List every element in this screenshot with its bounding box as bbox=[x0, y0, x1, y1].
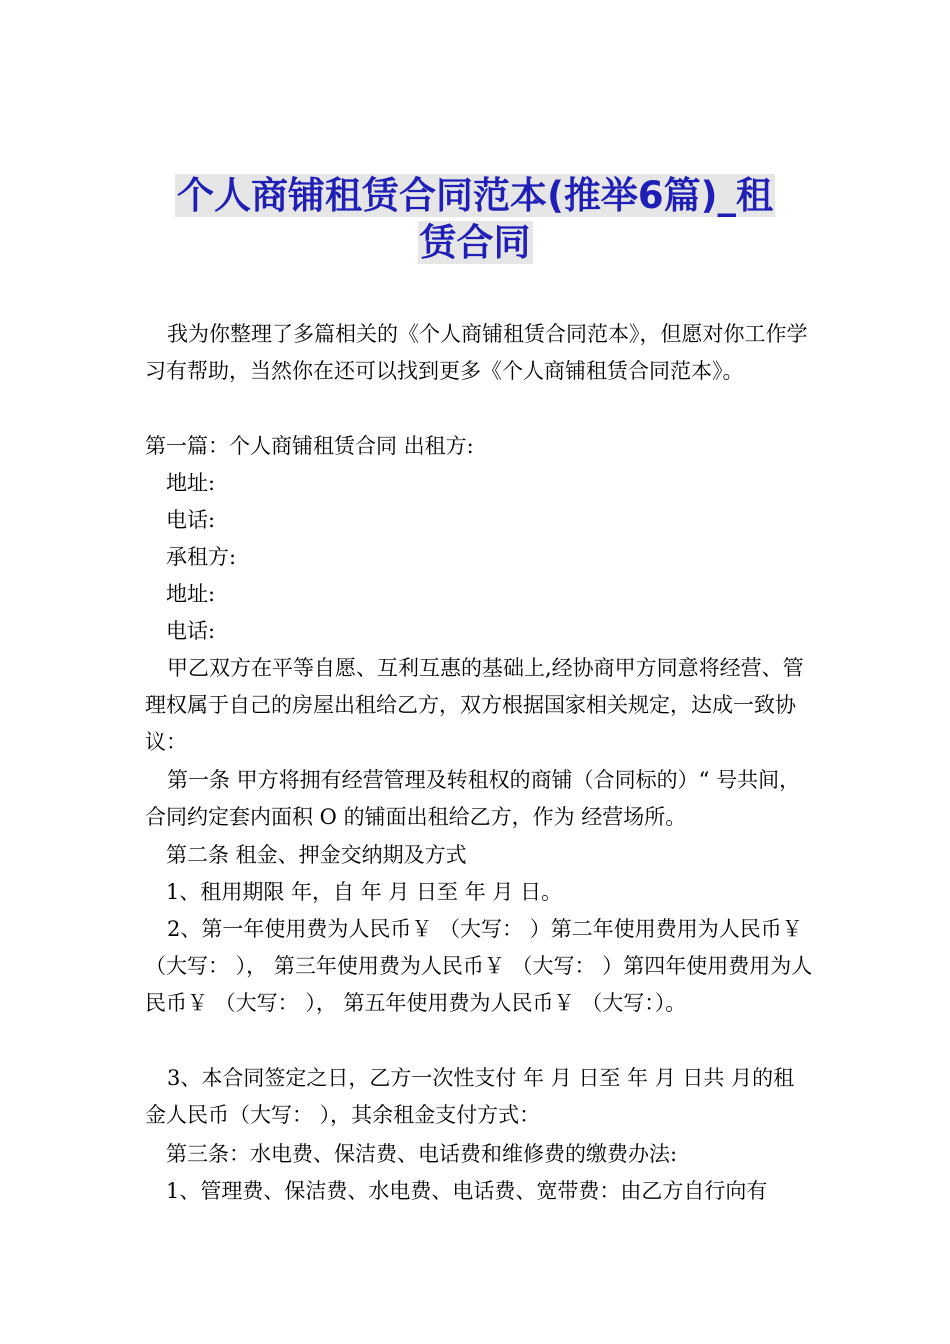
section-heading-first: 第一篇：个人商铺租赁合同 出租方: bbox=[145, 434, 474, 458]
lessee-label: 承租方: bbox=[166, 545, 237, 569]
lessor-address-field: 地址: bbox=[166, 471, 216, 495]
article-3-heading: 第三条：水电费、保洁费、电话费和维修费的缴费办法: bbox=[166, 1142, 678, 1166]
lessee-phone-field: 电话: bbox=[166, 619, 216, 643]
payment-item: 3、本合同签定之日，乙方一次性支付 年 月 日至 年 月 日共 月的租金人民币（大写： ），其余租金支付方式： bbox=[145, 1066, 795, 1127]
article-2-heading: 第二条 租金、押金交纳期及方式 bbox=[166, 843, 467, 867]
lessee-address-field: 地址: bbox=[166, 582, 216, 606]
title-line-1: 个人商铺租赁合同范本(推举6篇)_租 bbox=[176, 174, 774, 217]
intro-paragraph: 我为你整理了多篇相关的《个人商铺租赁合同范本》，但愿对你工作学习有帮助，当然你在还可以找到更多《个人商铺租赁合同范本》。 bbox=[145, 322, 808, 383]
lease-term-item: 1、租用期限 年，自 年 月 日至 年 月 日。 bbox=[166, 880, 563, 904]
management-fee-item: 1、管理费、保洁费、水电费、电话费、宽带费：由乙方自行向有 bbox=[166, 1179, 768, 1203]
document-title bbox=[120, 172, 830, 266]
rent-fee-item: 2、第一年使用费为人民币￥ （大写： ）第二年使用费用为人民币￥ （大写： ）， 第三年使用费为人民币￥ （大写： ）第四年使用费用为人民币￥ （大写： ）， 第五年使用费为人民币￥ （大写：）。 bbox=[145, 917, 813, 1015]
agreement-paragraph: 甲乙双方在平等自愿、互利互惠的基础上,经协商甲方同意将经营、管理权属于自己的房屋出租给乙方，双方根据国家相关规定，达成一致协议： bbox=[145, 656, 804, 754]
title-line-2: 赁合同 bbox=[419, 221, 531, 264]
article-1-paragraph: 第一条 甲方将拥有经营管理及转租权的商铺（合同标的）“ 号共间，合同约定套内面积 O 的铺面出租给乙方，作为 经营场所。 bbox=[145, 768, 801, 829]
lessor-phone-field: 电话: bbox=[166, 508, 216, 532]
